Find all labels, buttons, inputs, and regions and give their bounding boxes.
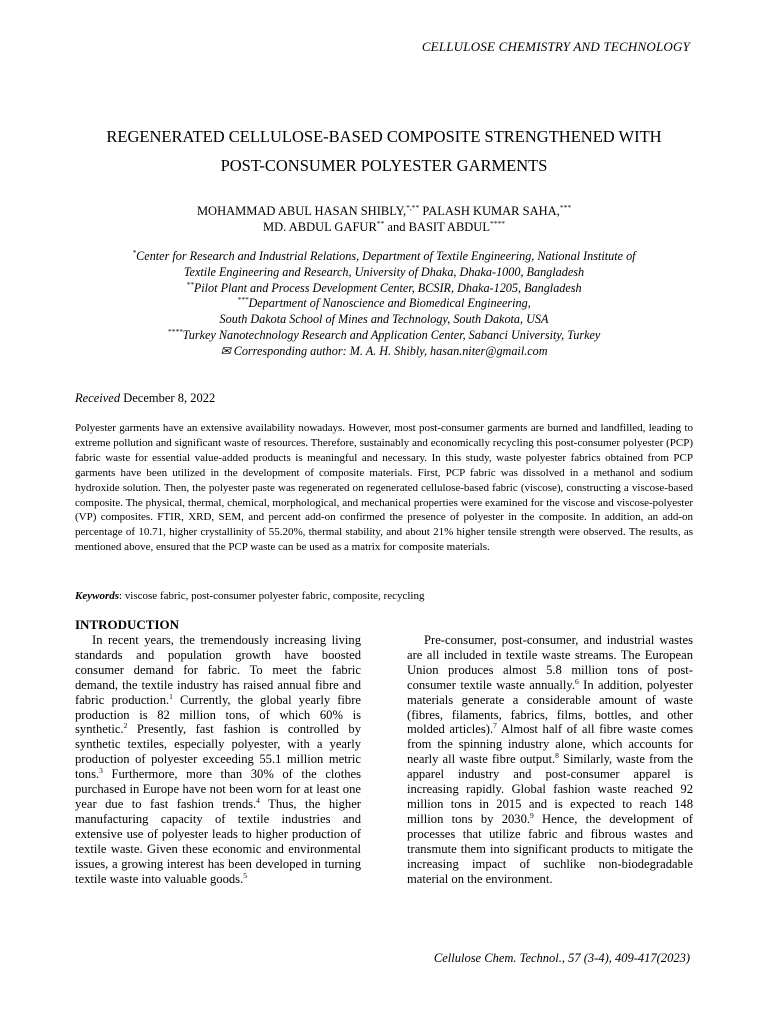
keywords — [75, 590, 424, 602]
reference-mark: 5 — [243, 870, 247, 880]
keywords-text: : viscose fabric, post-consumer polyester fabric, composite, recycling — [119, 590, 425, 602]
received-date — [75, 391, 215, 406]
section-heading-introduction: INTRODUCTION — [75, 617, 180, 632]
text-column-left — [75, 633, 361, 886]
text-run: Similarly, waste from the apparel industry and post-consumer apparel is increasing rapidly. Global fashion waste reached 92 million tons in 2015 and is expected to reach 148 million tons by 2030. — [407, 752, 693, 826]
affil-text: Pilot Plant and Process Development Center, BCSIR, Dhaka-1205, Bangladesh — [193, 280, 582, 295]
affiliation-1 — [40, 249, 728, 265]
text-column-right — [407, 633, 693, 886]
author-affil-mark: ** — [376, 219, 385, 228]
affil-mark: ** — [186, 279, 194, 289]
author-name: MOHAMMAD ABUL HASAN SHIBLY, — [196, 204, 407, 218]
reference-mark: 9 — [530, 810, 534, 820]
reference-mark: 6 — [574, 676, 579, 686]
affil-text: Turkey Nanotechnology Research and Application Center, Sabanci University, Turkey — [182, 327, 601, 342]
author-affil-mark: *** — [559, 203, 572, 212]
text-run: In addition, polyester materials generate a considerable amount of waste (fibres, filaments, fabrics, films, bottles, and other molded articles). — [407, 677, 693, 737]
author-list — [40, 203, 728, 235]
corresponding-author: ✉ Corresponding author: M. A. H. Shibly, hasan.niter@gmail.com — [220, 343, 548, 358]
title-line-1: REGENERATED CELLULOSE-BASED COMPOSITE STRENGTHENED WITH — [106, 127, 662, 146]
affil-mark: * — [132, 248, 137, 257]
affiliation-3b: South Dakota School of Mines and Technology, South Dakota, USA — [219, 312, 549, 327]
reference-mark: 3 — [99, 766, 103, 776]
text-run: Currently, the global yearly fibre production is 82 million tons, of which 60% is synthetic. — [75, 692, 361, 737]
reference-mark: 8 — [555, 751, 559, 761]
received-value: December 8, 2022 — [120, 391, 216, 405]
text-run: Presently, fast fashion is controlled by synthetic textiles, especially polyester, with a yearly production of polyester exceeding 55.1 million metric tons. — [75, 722, 361, 782]
text-run: Almost half of all fibre waste comes from the spinning industry alone, which accounts for nearly all waste fibre output. — [407, 722, 693, 767]
author-name: MD. ABDUL GAFUR — [263, 220, 377, 234]
received-label: Received — [75, 391, 121, 405]
author-name: PALASH KUMAR SAHA, — [419, 204, 560, 218]
abstract: Polyester garments have an extensive availability nowadays. However, most post-consumer garments are burned and landfilled, leading to extreme pollution and significant waste of resources. Therefore, sustainably and economically recycling this post-consumer polyester (PCP) fabric waste for essential value-added products is meaningful and necessary. In this study, waste polyester fabrics obtained from PCP garments have been utilized in the development of composite materials. First, PCP fabric was dissolved in a methanol and sodium hydroxide solution. Then, the polyester paste was regenerated on regenerated cellulose-based fabric (viscose), constructing a viscose-based composite. The physical, thermal, chemical, morphological, and mechanical properties were examined for the viscose and viscose-polyester (VP) composites. FTIR, XRD, SEM, and percent add-on confirmed the presence of polyester in the composite. In addition, an add-on percentage of 10.71, higher crystallinity of 55.20%, thermal stability, and about 21% higher tensile strength were observed. The results, as mentioned above, ensured that the PCP waste can be used as a matrix for composite materials. — [75, 422, 693, 554]
text-run: Thus, the higher manufacturing capacity of textile industries and extensive use of polyester leads to higher production of textile waste. Given these economic and environmental issues, a growing interest has been developed in turning textile waste into valuable goods. — [75, 796, 361, 886]
author-affil-mark: **** — [489, 219, 505, 228]
affiliation-1b: Textile Engineering and Research, University of Dhaka, Dhaka-1000, Bangladesh — [183, 264, 585, 279]
text-run: In recent years, the tremendously increasing living standards and population growth have boosted consumer demand for fabric. To meet the fabric demand, the textile industry has raised annual fibre and fabric production. — [75, 633, 361, 707]
reference-mark: 4 — [256, 795, 260, 805]
author-affil-mark: *,** — [406, 203, 420, 212]
affil-mark: *** — [237, 295, 249, 305]
author-line-2 — [40, 219, 728, 235]
citation-footer: Cellulose Chem. Technol., 57 (3-4), 409-417(2023) — [433, 951, 690, 965]
text-run: Furthermore, more than 30% of the clothes purchased in Europe have not been worn for at least one year due to fast fashion trends. — [75, 767, 361, 811]
affiliation-2 — [40, 281, 728, 297]
journal-name: CELLULOSE CHEMISTRY AND TECHNOLOGY — [421, 39, 690, 54]
affiliations — [40, 249, 728, 360]
paragraph — [75, 633, 361, 886]
text-run: Hence, the development of processes that utilize fabric and fibrous wastes and transmute them into significant products to mitigate the increasing impact of suchlike non-biodegradable material on the environment. — [407, 811, 693, 886]
author-name: and BASIT ABDUL — [384, 220, 490, 234]
reference-mark: 7 — [493, 721, 497, 731]
keywords-label: Keywords — [75, 590, 119, 602]
paragraph — [407, 633, 693, 886]
reference-mark: 1 — [169, 691, 173, 701]
affil-mark: **** — [167, 326, 183, 336]
text-run: Pre-consumer, post-consumer, and industrial wastes are all included in textile waste streams. The European Union produces almost 5.8 million tons of post-consumer textile waste annually. — [407, 633, 693, 692]
author-line-1 — [40, 203, 728, 219]
paper-title — [40, 122, 728, 180]
title-line-2: POST-CONSUMER POLYESTER GARMENTS — [220, 156, 548, 175]
affil-text: Department of Nanoscience and Biomedical Engineering, — [248, 296, 531, 311]
affiliation-3 — [40, 296, 728, 312]
reference-mark: 2 — [123, 721, 128, 731]
affiliation-4 — [40, 328, 728, 344]
affil-text: Center for Research and Industrial Relations, Department of Textile Engineering, National Institute of — [136, 249, 636, 263]
